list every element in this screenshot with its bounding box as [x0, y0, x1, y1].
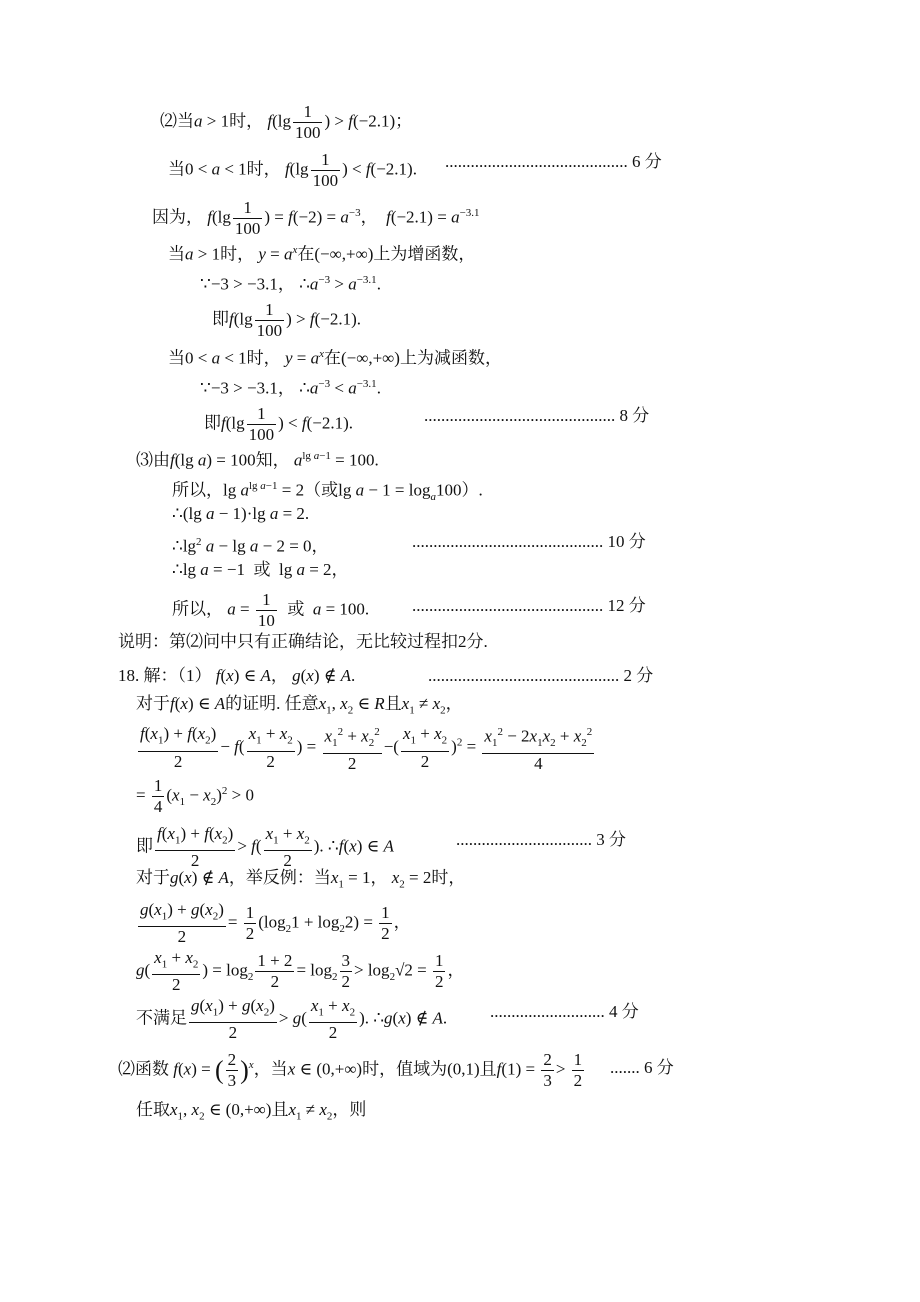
line-square: = $\frac{1}{4}$ $(x_1 - x_2)^2 > 0$: [136, 776, 254, 816]
score-4: ........................... 4 分: [490, 1002, 639, 1021]
score-12: ............................................. 12 分: [412, 596, 646, 615]
score-3: ................................ 3 分: [456, 830, 626, 849]
line-because: 因为， f(lg $\frac{1}{100}$ ) = $f(-2) = a^{-3}$， $f(-2.1) = a^{-3.1}$: [152, 198, 480, 238]
score-8: ............................................. 8 分: [424, 406, 650, 425]
line-part2-function: ⑵函数 f(x) = ( $\frac{2}{3}$ )$^x$，当x ∈ (0,+∞)时，值域为(0,1)且f(1) = $\frac{2}{3}$ > $\frac{1}{2}$: [118, 1050, 583, 1090]
line-part3: ⑶由f(lg a) = 100知， $a^{lg a-1} = 100$.: [136, 450, 379, 470]
line-difference: $\frac{f(x_1) + f(x_2)}{2}$ − f( $\frac{x_1 + x_2}{2}$ ) = $\frac{x_1^2 + x_2^2}{2}$ −( $\frac{x_1 + x_2}{2}$ )$^2$ = $\frac{x_1^2 - 2x_1x_2 + x_2^2}{4}$: [136, 722, 596, 774]
line-thus-2: 即f(lg $\frac{1}{100}$ ) < f(−2.1).: [204, 404, 354, 444]
score-6b: ....... 6 分: [610, 1058, 674, 1077]
line-g-midpoint: g( $\frac{x_1 + x_2}{2}$ ) = $\log_2$ $\frac{1 + 2}{2}$ = $\log_2$ $\frac{3}{2}$ > $\log_2√2$ = $\frac{1}{2}$ ，: [136, 948, 465, 995]
line-roots: ∴lg a = −1 或 lg a = 2，: [172, 560, 349, 579]
score-6: ........................................... 6 分: [445, 152, 662, 171]
note: 说明：第⑵问中只有正确结论，无比较过程扣2分.: [118, 632, 488, 651]
line-g-mean: $\frac{g(x_1) + g(x_2)}{2}$ = $\frac{1}{2}$ $(\log_21 + \log_22)$ = $\frac{1}{2}$ ，: [140, 900, 411, 947]
line-proof-f: 对于f(x) ∈ A的证明. 任意$x_1$, $x_2$ ∈ R且$x_1 \ne x_2$，: [136, 694, 463, 717]
line-decreasing: 当0 < a < 1时， $y = a^x$在(−∞,+∞)上为减函数，: [168, 348, 502, 368]
line-therefore-log: 所以，$\lg a^{lg a-1} = 2$（或$\lg a - 1 = \log_a100$）.: [172, 480, 483, 504]
line-product: ∴(lg a − 1)·lg a = 2.: [172, 504, 310, 523]
line-counterexample: 对于g(x) ∉ A，举反例：当$x_1 = 1$， $x_2 = 2$时，: [136, 868, 466, 891]
line-increasing: 当a > 1时， $y = a^x$在(−∞,+∞)上为增函数，: [168, 244, 476, 264]
line-thus-1: 即f(lg $\frac{1}{100}$ ) > f(−2.1).: [212, 300, 362, 340]
line-take-any: 任取$x_1$, $x_2$ ∈ (0,+∞)且$x_1 \ne x_2$，则: [136, 1100, 367, 1123]
line-since-1: ∵−3 > −3.1， $\therefore a^{-3} > a^{-3.1}$.: [200, 274, 381, 294]
line-18-answer: 18. 解：（1） f(x) ∈ A， g(x) ∉ A.: [118, 666, 356, 685]
score-10: ............................................. 10 分: [412, 532, 646, 551]
line-not-satisfy: 不满足 $\frac{g(x_1) + g(x_2)}{2}$ > g( $\frac{x_1 + x_2}{2}$ ). ∴g(x) ∉ A.: [136, 996, 448, 1043]
line-case-a-gt-1: ⑵当a > 1时， f(lg $\frac{1}{100}$ ) > f(−2.1)；: [160, 102, 413, 142]
line-conclude-f: 即 $\frac{f(x_1) + f(x_2)}{2}$ > f( $\frac{x_1 + x_2}{2}$ ). ∴f(x) ∈ A: [136, 824, 394, 871]
line-case-a-lt-1: 当0 < a < 1时， f(lg $\frac{1}{100}$ ) < f(−2.1).: [168, 150, 417, 190]
line-answer: 所以， a = $\frac{1}{10}$ 或 a = 100.: [172, 590, 370, 630]
line-since-2: ∵−3 > −3.1， $\therefore a^{-3} < a^{-3.1}$.: [200, 378, 381, 398]
score-2: ............................................. 2 分: [428, 666, 654, 685]
line-quadratic: $\therefore\lg^2$ a − lg a − 2 = 0，: [172, 536, 329, 556]
